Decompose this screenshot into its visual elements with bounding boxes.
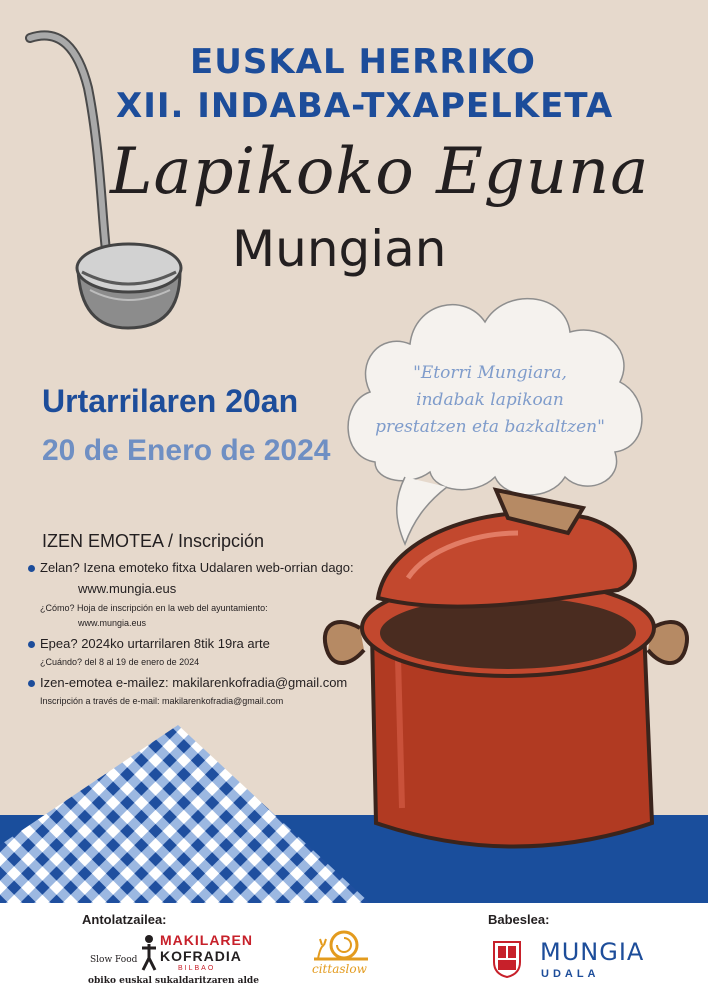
coat-of-arms-icon [492, 940, 522, 978]
makilaren-logo-line-1: MAKILAREN [160, 932, 253, 948]
event-name: Lapikoko Eguna [110, 135, 650, 209]
bullet-icon [28, 641, 35, 648]
event-location: Mungian [232, 220, 447, 278]
registration-heading: IZEN EMOTEA / Inscripción [42, 531, 265, 551]
info-sub-text: ¿Cuándo? del 8 al 19 de enero de 2024 [40, 657, 200, 667]
quote-line: "Etorri Mungiara, [413, 363, 567, 383]
organizer-label: Antolatzailea: [82, 912, 167, 927]
info-item [28, 675, 348, 690]
cittaslow-logo: cittaslow [312, 962, 367, 976]
info-item [28, 636, 348, 651]
slogan-quote [355, 360, 625, 441]
cooking-pot-icon [318, 478, 694, 858]
quote-line: indabak lapikoan [416, 390, 564, 410]
info-main-text: Izen-emotea e-mailez: makilarenkofradia@gmail.com [40, 675, 348, 690]
makilaren-logo-line-2: KOFRADIA [160, 948, 242, 964]
event-title-line-1: EUSKAL HERRIKO [190, 42, 536, 82]
event-title-line-2: XII. INDABA-TXAPELKETA [116, 86, 614, 126]
event-date-basque: Urtarrilaren 20an [42, 383, 299, 419]
bullet-icon [28, 680, 35, 687]
event-date-spanish: 20 de Enero de 2024 [42, 434, 331, 467]
info-url[interactable]: www.mungia.eus [78, 581, 177, 596]
info-sub-text: ¿Cómo? Hoja de inscripción en la web del ayuntamiento: [40, 603, 268, 613]
cook-figure-icon [140, 934, 158, 972]
info-sub-text: Inscripción a través de e-mail: makilarenkofradia@gmail.com [40, 696, 284, 706]
info-main-text: Zelan? Izena emoteko fitxa Udalaren web-orrian dago: [40, 560, 354, 575]
info-main-text: Epea? 2024ko urtarrilaren 8tik 19ra arte [40, 636, 270, 651]
makilaren-logo-city: BILBAO [178, 965, 216, 972]
registration-info [28, 560, 354, 706]
quote-line: prestatzen eta bazkaltzen" [375, 417, 605, 437]
sponsor-label: Babeslea: [488, 912, 550, 927]
mungia-logo-name: MUNGIA [540, 938, 645, 966]
bullet-icon [28, 565, 35, 572]
slowfood-logo: Slow Food [90, 955, 138, 965]
snail-icon [310, 925, 372, 963]
info-item [28, 560, 354, 575]
info-sub-url[interactable]: www.mungia.eus [78, 618, 147, 628]
mungia-logo-subtitle: UDALA [541, 968, 600, 980]
makilaren-tagline: obiko euskal sukaldaritzaren alde [88, 976, 259, 986]
